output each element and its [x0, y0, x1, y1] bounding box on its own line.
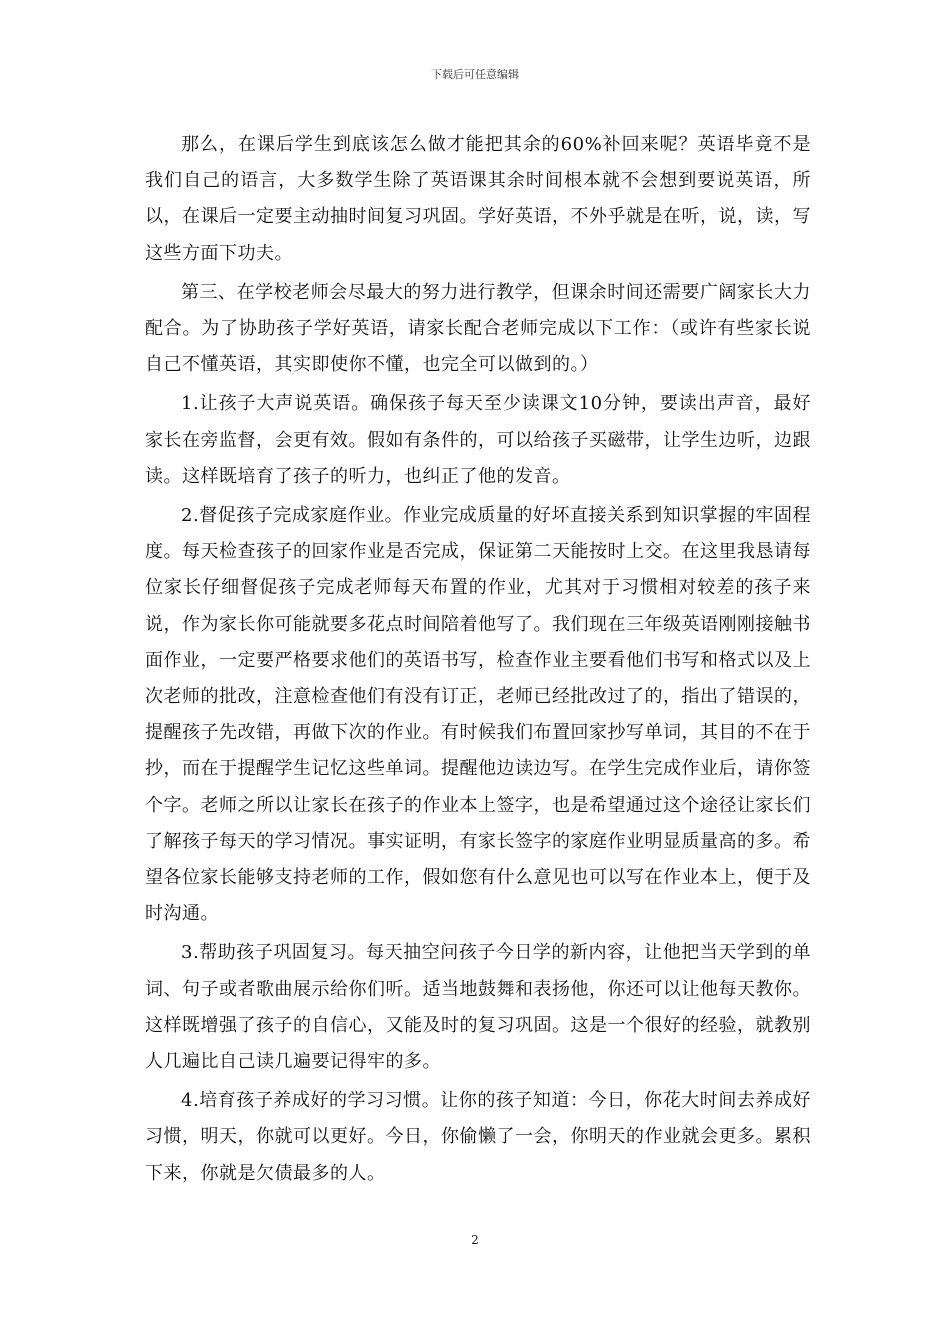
document-body [145, 127, 811, 1195]
paragraph-item-3: 3.帮助孩子巩固复习。每天抽空问孩子今日学的新内容，让他把当天学到的单词、句子或者歌曲展示给你们听。适当地鼓舞和表扬他，你还可以让他每天教你。这样既增强了孩子的自信心，又能及时的复习巩固。这是一个很好的经验，就教别人几遍比自己读几遍要记得牢的多。 [145, 942, 811, 1073]
paragraph-item-1: 1.让孩子大声说英语。确保孩子每天至少读课文10分钟，要读出声音，最好家长在旁监督，会更有效。假如有条件的，可以给孩子买磁带，让学生边听，边跟读。这样既培育了孩子的听力，也纠正了他的发音。 [145, 393, 811, 487]
paragraph-item-4: 4.培育孩子养成好的学习习惯。让你的孩子知道：今日，你花大时间去养成好习惯，明天，你就可以更好。今日，你偷懒了一会，你明天的作业就会更多。累积下来，你就是欠债最多的人。 [145, 1090, 811, 1184]
paragraph-item-2: 2.督促孩子完成家庭作业。作业完成质量的好坏直接关系到知识掌握的牢固程度。每天检查孩子的回家作业是否完成，保证第二天能按时上交。在这里我恳请每位家长仔细督促孩子完成老师每天布置的作业，尤其对于习惯相对较差的孩子来说，作为家长你可能就要多花点时间陪着他写了。我们现在三年级英语刚刚接触书面作业，一定要严格要求他们的英语书写，检查作业主要看他们书写和格式以及上次老师的批改，注意检查他们有没有订正，老师已经批改过了的，指出了错误的，提醒孩子先改错，再做下次的作业。有时候我们布置回家抄写单词，其目的不在于抄，而在于提醒学生记忆这些单词。提醒他边读边写。在学生完成作业后，请你签个字。老师之所以让家长在孩子的作业本上签字，也是希望通过这个途径让家长们了解孩子每天的学习情况。事实证明，有家长签字的家庭作业明显质量高的多。希望各位家长能够支持老师的工作，假如您有什么意见也可以写在作业本上，便于及时沟通。 [145, 505, 811, 925]
paragraph-intro: 那么，在课后学生到底该怎么做才能把其余的60%补回来呢？英语毕竟不是我们自己的语言，大多数学生除了英语课其余时间根本就不会想到要说英语，所以，在课后一定要主动抽时间复习巩固。学好英语，不外乎就是在听，说，读，写这些方面下功夫。 [145, 134, 811, 264]
header-note: 下载后可任意编辑 [431, 68, 519, 81]
page-number: 2 [471, 1233, 479, 1247]
paragraph-third-point: 第三、在学校老师会尽最大的努力进行教学，但课余时间还需要广阔家长大力配合。为了协助孩子学好英语，请家长配合老师完成以下工作：（或许有些家长说自己不懂英语，其实即使你不懂，也完全可以做到的。） [145, 281, 811, 376]
